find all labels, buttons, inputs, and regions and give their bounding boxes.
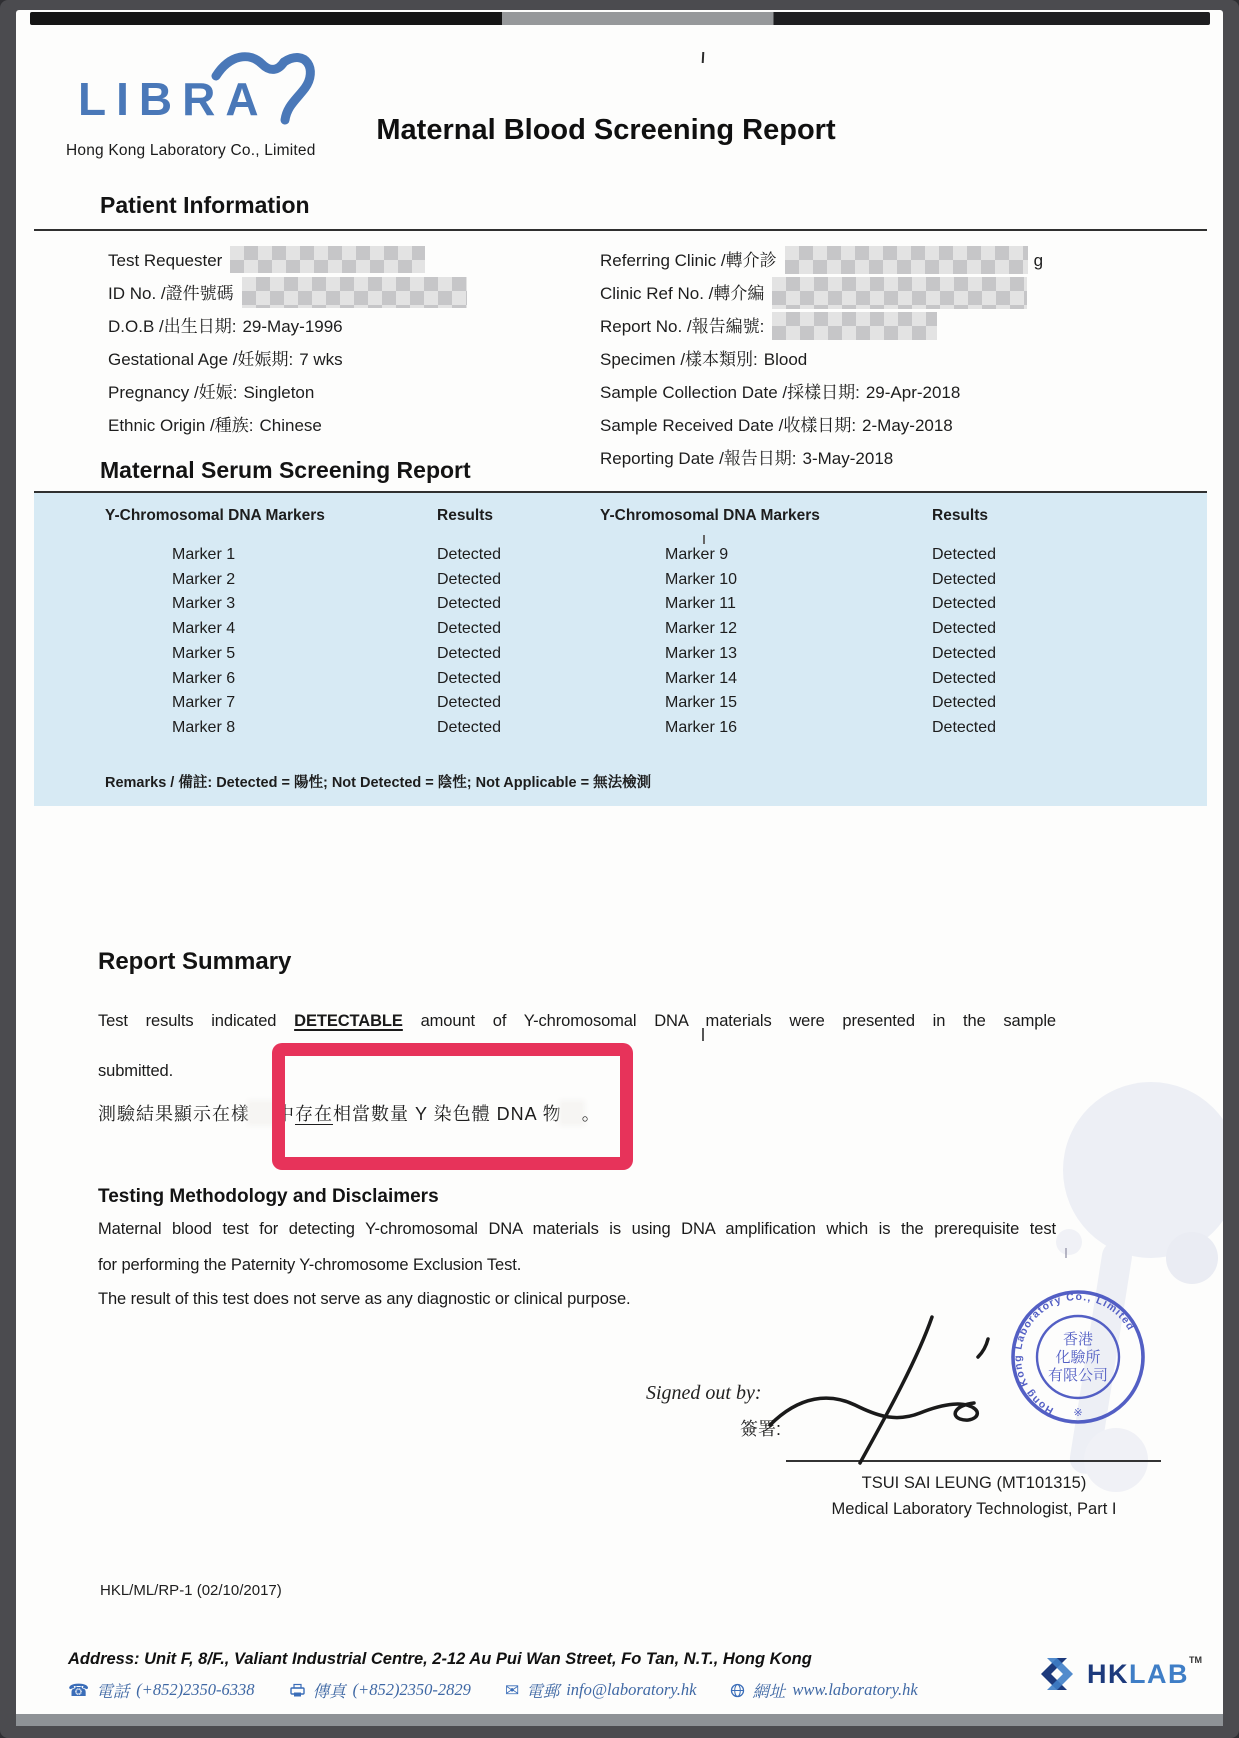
cn-text: 測驗結果顯示在樣 xyxy=(98,1104,250,1124)
phone-contact xyxy=(68,1678,255,1702)
disclaimer-paragraph: The result of this test does not serve as any diagnostic or clinical purpose. xyxy=(98,1290,631,1308)
patient-info-right-column xyxy=(600,244,1043,475)
marker-cell: Marker 7 xyxy=(172,694,236,712)
signed-out-by-label: Signed out by: xyxy=(646,1382,762,1404)
result-cell: Detected xyxy=(437,546,502,563)
summary-line-1 xyxy=(98,1012,1056,1031)
patient-row xyxy=(600,277,1043,310)
methodology-paragraph-line1: Maternal blood test for detecting Y-chromosomal DNA materials is using DNA amplification which is the prerequisite test xyxy=(98,1220,1056,1238)
trademark-symbol: TM xyxy=(1189,1654,1202,1665)
marker-cell: Marker 9 xyxy=(665,546,729,563)
cn-text: 相當數量 Y 染色體 DNA 物 xyxy=(333,1104,562,1124)
field-label: Clinic Ref No. /轉介編 xyxy=(600,284,765,303)
signatory-name: TSUI SAI LEUNG (MT101315) xyxy=(861,1474,1087,1492)
field-value: 2-May-2018 xyxy=(862,416,953,435)
patient-row xyxy=(600,310,1043,343)
scan-tick-artifact xyxy=(1065,1248,1067,1258)
result-cell: Detected xyxy=(437,669,502,687)
result-cell: Detected xyxy=(437,644,502,662)
globe-icon xyxy=(730,1683,745,1698)
methodology-paragraph-line2: for performing the Paternity Y-chromosome Exclusion Test. xyxy=(98,1256,522,1274)
result-cell: Detected xyxy=(437,570,502,588)
result-cell: Detected xyxy=(932,718,997,736)
form-code: HKL/ML/RP-1 (02/10/2017) xyxy=(100,1582,282,1599)
field-value: 29-May-1996 xyxy=(242,317,343,336)
result-cell: Detected xyxy=(437,694,502,712)
patient-row xyxy=(108,376,467,409)
result-cell: Detected xyxy=(932,644,997,662)
web-label: 網址 xyxy=(752,1682,786,1701)
field-value: Chinese xyxy=(259,416,322,435)
result-cell: Detected xyxy=(437,718,502,736)
redaction-mosaic xyxy=(242,277,467,308)
section-serum-report: Maternal Serum Screening Report xyxy=(100,457,471,483)
marker-cell: Marker 5 xyxy=(172,644,236,662)
result-cell: Detected xyxy=(437,620,502,638)
summary-line-2: submitted. xyxy=(98,1062,174,1080)
hklab-lab: LAB xyxy=(1129,1658,1189,1689)
result-cell: Detected xyxy=(932,694,997,712)
scan-artifact-bar xyxy=(30,12,1210,25)
field-value: g xyxy=(1033,251,1044,270)
patient-row xyxy=(600,244,1043,277)
divider-line xyxy=(34,229,1207,231)
scan-tick-artifact xyxy=(702,52,705,63)
signatory-title: Medical Laboratory Technologist, Part I xyxy=(831,1500,1117,1518)
section-testing-methodology: Testing Methodology and Disclaimers xyxy=(98,1186,439,1207)
stamp-star: ※ xyxy=(1073,1407,1083,1419)
result-cell: Detected xyxy=(932,669,997,687)
footer-contacts xyxy=(68,1678,918,1702)
table-header-cell: Y-Chromosomal DNA Markers xyxy=(600,507,820,524)
field-label: Referring Clinic /轉介診 xyxy=(600,251,777,270)
email-icon: ✉ xyxy=(504,1680,520,1700)
email-label: 電郵 xyxy=(526,1682,560,1701)
field-label: Sample Received Date /收樣日期: xyxy=(600,416,857,435)
field-label: Pregnancy /妊娠: xyxy=(108,383,238,402)
marker-cell: Marker 6 xyxy=(172,669,236,687)
field-label: Sample Collection Date /採樣日期: xyxy=(600,383,860,402)
email-contact xyxy=(505,1678,696,1702)
highlight-box-annotation xyxy=(272,1043,633,1170)
patient-row xyxy=(108,244,467,277)
result-column-left xyxy=(437,543,501,741)
fax-icon xyxy=(289,1683,306,1698)
patient-row xyxy=(600,409,1043,442)
stamp-ring-text: Hong Kong Laboratory Co., Limited xyxy=(1011,1290,1137,1417)
result-cell: Detected xyxy=(437,595,502,613)
result-cell: Detected xyxy=(932,595,997,613)
patient-info-left-column xyxy=(108,244,467,442)
remarks-note: Remarks / 備註: Detected = 陽性; Not Detected = 陰性; Not Applicable = 無法檢測 xyxy=(105,775,652,791)
hklab-wordmark xyxy=(1087,1654,1202,1690)
footer-address: Address: Unit F, 8/F., Valiant Industrial Centre, 2-12 Au Pui Wan Street, Fo Tan, N.T., Hong Kong xyxy=(68,1650,812,1668)
hklab-hk: HK xyxy=(1087,1658,1129,1689)
stamp-center-text: 香港 xyxy=(1062,1331,1094,1348)
field-label: D.O.B /出生日期: xyxy=(108,317,237,336)
summary-text: Test results indicated xyxy=(98,1012,295,1030)
marker-column-right xyxy=(665,543,737,741)
report-sheet xyxy=(16,10,1223,1718)
field-label: Specimen /樣本類別: xyxy=(600,350,758,369)
field-label: Reporting Date /報告日期: xyxy=(600,449,797,468)
marker-cell: Marker 1 xyxy=(172,546,236,563)
detectable-emphasis: DETECTABLE xyxy=(294,1012,403,1030)
result-cell: Detected xyxy=(932,546,997,563)
redaction-mosaic xyxy=(772,277,1027,309)
field-value: Blood xyxy=(763,350,808,369)
table-header-cell: Results xyxy=(932,507,988,524)
patient-row xyxy=(600,442,1043,475)
patient-row xyxy=(108,310,467,343)
marker-cell: Marker 10 xyxy=(665,570,738,588)
report-title: Maternal Blood Screening Report xyxy=(376,114,836,146)
field-label: ID No. /證件號碼 xyxy=(108,284,234,303)
markers-table xyxy=(34,493,1207,806)
website-url: www.laboratory.hk xyxy=(792,1680,918,1699)
marker-cell: Marker 4 xyxy=(172,620,236,638)
patient-row xyxy=(108,343,467,376)
cn-text: 。 xyxy=(581,1104,601,1124)
company-stamp xyxy=(1003,1282,1153,1432)
email-address: info@laboratory.hk xyxy=(566,1680,697,1699)
cn-underlined-text: 存在 xyxy=(295,1104,333,1124)
marker-cell: Marker 8 xyxy=(172,718,236,736)
libra-company-name: Hong Kong Laboratory Co., Limited xyxy=(66,142,316,159)
field-label: Ethnic Origin /種族: xyxy=(108,416,254,435)
patient-row xyxy=(108,277,467,310)
field-label: Gestational Age /妊娠期: xyxy=(108,350,294,369)
field-value: Singleton xyxy=(243,383,315,402)
patient-row xyxy=(600,343,1043,376)
section-patient-information: Patient Information xyxy=(100,192,310,218)
phone-icon: ☎ xyxy=(68,1680,90,1700)
result-cell: Detected xyxy=(932,620,997,638)
result-column-right xyxy=(932,543,996,741)
table-header-cell: Y-Chromosomal DNA Markers xyxy=(105,507,325,524)
scan-bottom-band xyxy=(16,1714,1223,1726)
cn-text: 中 xyxy=(276,1104,295,1124)
phone-label: 電話 xyxy=(96,1682,130,1701)
web-contact xyxy=(730,1678,917,1702)
marker-cell: Marker 13 xyxy=(665,644,738,662)
field-value: 7 wks xyxy=(299,350,343,369)
field-label: Test Requester xyxy=(108,251,223,270)
result-cell: Detected xyxy=(932,570,997,588)
marker-column-left xyxy=(172,543,235,741)
stamp-center-text: 化驗所 xyxy=(1055,1349,1101,1366)
marker-cell: Marker 12 xyxy=(665,620,738,638)
summary-text: amount of Y-chromosomal DNA materials were presented in the sample xyxy=(402,1012,1056,1030)
field-label: Report No. /報告編號: xyxy=(600,317,765,336)
marker-cell: Marker 16 xyxy=(665,718,738,736)
field-value: 3-May-2018 xyxy=(802,449,894,468)
field-value: 29-Apr-2018 xyxy=(865,383,961,402)
sign-label-chinese: 簽署: xyxy=(740,1419,782,1439)
patient-row xyxy=(108,409,467,442)
marker-cell: Marker 3 xyxy=(172,595,236,613)
marker-cell: Marker 11 xyxy=(665,595,736,613)
redaction-mosaic xyxy=(772,312,937,340)
marker-cell: Marker 2 xyxy=(172,570,236,588)
fax-number: (+852)2350-2829 xyxy=(352,1680,471,1699)
phone-number: (+852)2350-6338 xyxy=(136,1680,255,1699)
section-report-summary: Report Summary xyxy=(98,948,292,975)
redaction-mosaic xyxy=(785,246,1028,274)
hklab-diamond-icon xyxy=(1035,1652,1079,1696)
redaction-mosaic xyxy=(230,246,425,273)
table-header-cell: Results xyxy=(437,507,493,524)
stamp-center-text: 有限公司 xyxy=(1047,1367,1109,1384)
fax-contact xyxy=(289,1678,471,1702)
patient-row xyxy=(600,376,1043,409)
hklab-logo xyxy=(1035,1652,1202,1696)
libra-brand-text: LIBRA xyxy=(78,73,269,125)
fax-label: 傳真 xyxy=(312,1682,346,1701)
marker-cell: Marker 14 xyxy=(665,669,738,687)
marker-cell: Marker 15 xyxy=(665,694,738,712)
